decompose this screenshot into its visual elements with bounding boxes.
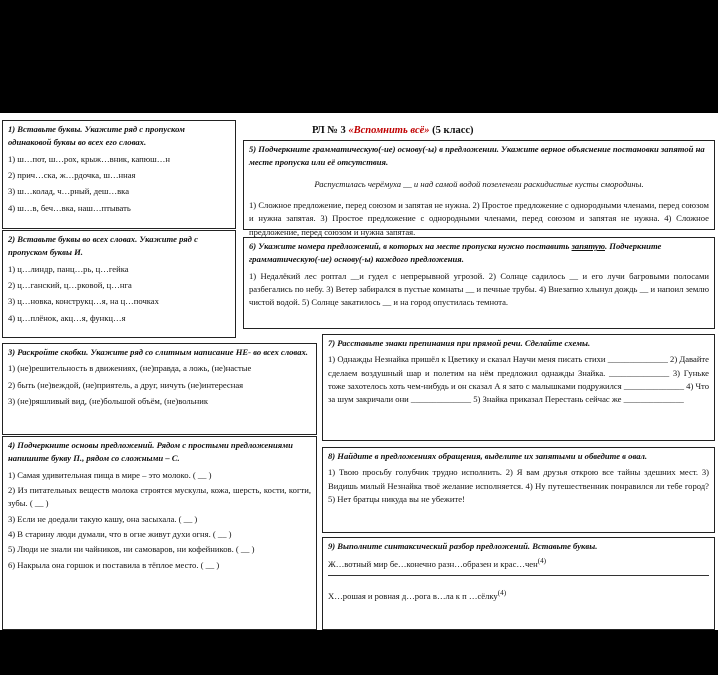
task-1-option: 2) прич…ска, ж…рдочка, ш…нная — [8, 169, 136, 180]
task-7-text: 1) Однажды Незнайка пришёл к Цветику и сказал Научи меня писать стихи ______________ 2) Давайте сделаем воздушный шар и полетим на нём предложил однажды Знайка. ______________ 3) Гуньке тоже захотелось хоть чем-нибудь и он сказал А я зато с малышками подружился ______________ 4) Что за шум закричали они ______________ 5) Знайка приказал Перестань сейчас же ______________ — [328, 354, 709, 405]
task-2 — [2, 230, 236, 338]
task-1-option: 4) ш…в, беч…вка, наш…птывать — [8, 202, 131, 213]
task-9 — [322, 537, 715, 630]
task-3 — [2, 343, 317, 435]
task-9-sentence-1: Ж…вотный мир бе…конечно разн…образен и крас…чен$^{(4)}$ — [328, 557, 547, 570]
task-6 — [243, 237, 715, 329]
task-6-text: 1) Недалёкий лес роптал __и гудел с непрерывной угрозой. 2) Солнце садилось __ и его лучи багровыми полосами разбегались по небу. 3) Ветер забирался в пустые комнаты __ и печные трубы. 4) Внезапно хлынул дождь __ и напоил землю чистой водой. 5) Солнце закатилось __ и на город опустилась темнота. — [249, 270, 709, 308]
task-1-option: 1) ш…пот, ш…рох, крыж…вник, капюш…н — [8, 153, 170, 164]
task-8-header: 8) Найдите в предложениях обращения, выделите их запятыми и обведите в овал. — [328, 451, 648, 461]
task-4-header: 4) Подчеркните основы предложений. Рядом с простыми предложениями напишите букву П., рядом со сложными – С. — [8, 440, 293, 464]
task-9-header: 9) Выполните синтаксический разбор предложений. Вставьте буквы. — [328, 541, 598, 551]
task-1-header: 1) Вставьте буквы. Укажите ряд с пропуском одинаковой буквы во всех его словах. — [8, 124, 185, 148]
task-4 — [2, 436, 317, 630]
task-2-option: 1) ц…линдр, панц…рь, ц…гейка — [8, 263, 129, 274]
task-3-option: 2) быть (не)веждой, (не)приятель, а друг, ничуть (не)интересная — [8, 379, 244, 390]
task-7 — [322, 334, 715, 441]
task-1-option: 3) ш…колад, ч…рный, деш…вка — [8, 186, 130, 197]
task-4-sentence: 3) Если не доедали такую кашу, она засыхала. ( __ ) — [8, 513, 198, 524]
task-5-options: 1) Сложное предложение, перед союзом и запятая не нужна. 2) Простое предложение с однородными членами, перед союзом и нужна запятая. 3) Простое предложение с однородными членами, перед союзом и запятая не нужна. 4) Сложное предложение, перед союзом и нужна запятая. — [249, 199, 709, 237]
task-4-sentence: 5) Люди не знали ни чайников, ни самоваров, ни кофейников. ( __ ) — [8, 544, 255, 555]
task-8-text: 1) Твою просьбу голубчик трудно исполнить. 2) Я вам друзья открою все тайны здешних мест. 3) Видишь милый Незнайка твоё желание исполняется. 4) Ну путешественник понравился ли тебе город? 5) Нет братцы никуда вы не убежите! — [328, 467, 709, 504]
task-1 — [2, 120, 236, 229]
task-4-sentence: 1) Самая удивительная пища в мире – это молоко. ( __ ) — [8, 469, 212, 480]
task-5 — [243, 140, 715, 237]
task-4-sentence: 6) Накрыла она горшок и поставила в тёплое место. ( __ ) — [8, 559, 220, 570]
task-2-header: 2) Вставьте буквы во всех словах. Укажите ряд с пропуском буквы И. — [8, 234, 198, 258]
task-6-header: 6) Укажите номера предложений, в которых на месте пропуска нужно поставить запятую. Подчеркните грамматическую(-ие) основу(-ы) каждого предложения. — [249, 241, 662, 265]
worksheet-title: РЛ № 3 «Вспомнить всё» (5 класс) — [312, 125, 474, 136]
worksheet — [0, 113, 718, 630]
worksheet-topic: «Вспомнить всё» — [348, 125, 430, 136]
task-2-option: 2) ц…ганский, ц…рковой, ц…нга — [8, 279, 132, 290]
task-8 — [322, 447, 715, 533]
task-7-header: 7) Расставьте знаки препинания при прямой речи. Сделайте схемы. — [328, 338, 591, 348]
task-2-option: 4) ц…плёнок, акц…я, функц…я — [8, 312, 126, 323]
answer-line — [328, 575, 709, 576]
task-9-sentence-2: Х…рошая и ровная д…рога в…ла к п …сёлку$^{(4)}$ — [328, 589, 507, 602]
task-3-option: 1) (не)решительность в движениях, (не)правда, а ложь, (не)настые — [8, 363, 252, 374]
task-3-header: 3) Раскройте скобки. Укажите ряд со слитным написание НЕ- во всех словах. — [8, 347, 308, 357]
task-2-option: 3) ц…новка, конструкц…я, на ц…почках — [8, 296, 159, 307]
task-5-header: 5) Подчеркните грамматическую(-ие) основу(-ы) в предложении. Укажите верное объяснение постановки запятой на месте пропуска или её отсутствия. — [249, 144, 705, 168]
task-5-sentence: Распустилась черёмуха __ и над самой водой позеленели раскидистые кусты смородины. — [314, 178, 644, 189]
task-3-option: 3) (не)ряшливый вид, (не)большой объём, (не)вольник — [8, 395, 209, 406]
task-4-sentence: 2) Из питательных веществ молока строятся мускулы, кожа, шерсть, кости, когти, зубы. ( __ ) — [8, 484, 311, 509]
task-4-sentence: 4) В старину люди думали, что в огне живут духи огня. ( __ ) — [8, 528, 232, 539]
